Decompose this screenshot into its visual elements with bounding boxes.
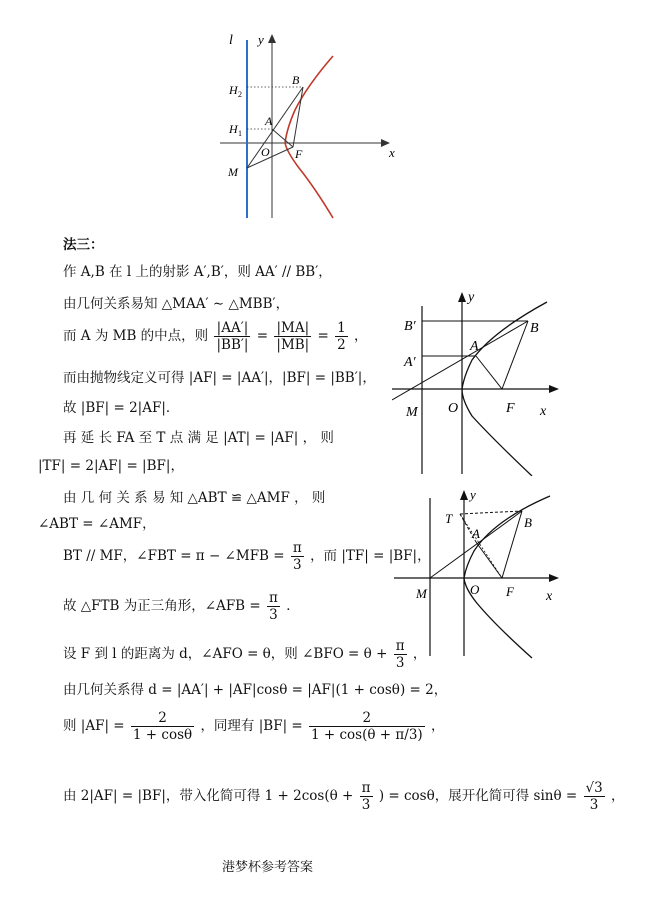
fraction-half: $\frac{1}{2}$ (337, 320, 346, 353)
fig2-label-x: x (540, 404, 547, 419)
line-12: 设 F 到 l 的距离为 d，∠AFO = θ，则 ∠BFO = θ + $\frac{\pi}{3}$ ， (63, 638, 427, 671)
fig1-label-h1: H (229, 122, 238, 136)
fig1-label-o: O (261, 145, 270, 159)
fig2-label-bp: B′ (404, 319, 416, 334)
line-2: 由几何关系易知 △MAA′ ∼ △MBB′， (63, 296, 290, 312)
line-8: 由 几 何 关 系 易 知 △ABT ≌ △AMF ， 则 (63, 490, 326, 506)
fig1-label-h2: H (229, 83, 238, 97)
fig2-label-o: O (448, 401, 459, 416)
fig2-label-y: y (468, 290, 475, 305)
fig3-parabola (464, 496, 550, 658)
line-14: 则 |AF| = $\frac{2}{1 + \cos\theta}$ ，同理有 |BF| = $\frac{2}{1 + \cos(\theta + \pi/3)}$ ， (63, 710, 445, 743)
fig3-label-t: T (445, 511, 453, 526)
fraction-pi-3-a: $\frac{\pi}{3}$ (292, 540, 302, 573)
fraction-sqrt3-3: $\frac{√3}{3}$ (585, 780, 603, 813)
fig3-label-y: y (470, 487, 476, 502)
fig3-label-a: A (472, 526, 480, 541)
fig1-label-x: x (389, 145, 395, 160)
fig1-label-f: F (295, 147, 303, 161)
fig1-label-l: l (229, 33, 233, 48)
fraction-pi-3-b: $\frac{\pi}{3}$ (269, 590, 278, 623)
fig3-label-f: F (506, 584, 514, 599)
figure-1 (215, 28, 400, 220)
fraction-aa-bb: $\frac{|AA'|}{|BB'|}$ (216, 320, 249, 353)
page-footer: 港梦杯参考答案 (222, 860, 314, 875)
fig3-label-x: x (546, 589, 553, 604)
fig2-label-a: A (470, 339, 479, 354)
fig3-label-b: B (524, 515, 532, 530)
fraction-af: $\frac{2}{1 + \cos\theta}$ (132, 710, 193, 743)
line-11: 故 △FTB 为正三角形，∠AFB = $\frac{\pi}{3}$ ． (63, 590, 300, 623)
line-13: 由几何关系得 d = |AA′| + |AF|cosθ = |AF|(1 + cosθ) = 2， (63, 682, 448, 698)
figure-3 (392, 484, 567, 659)
fig1-label-b: B (292, 73, 300, 87)
fig3-label-o: O (470, 582, 480, 597)
fraction-pi-3-c: $\frac{\pi}{3}$ (395, 638, 405, 671)
fig2-label-ap: A′ (404, 355, 416, 370)
fig3-label-m: M (416, 586, 427, 601)
fraction-bf: $\frac{2}{1 + \cos(\theta + \pi/3)}$ (311, 710, 423, 743)
fig2-label-m: M (406, 405, 418, 420)
fig1-label-a: A (265, 114, 273, 128)
section-title: 法三： (63, 237, 104, 253)
fraction-ma-mb: $\frac{|MA|}{|MB|}$ (276, 320, 310, 353)
line-7: |TF| = 2|AF| = |BF|， (38, 458, 184, 474)
fig1-label-h2-sub: 2 (238, 90, 242, 99)
line-4: 而由抛物线定义可得 |AF| = |AA′|，|BF| = |BB′|， (63, 370, 376, 386)
line-1: 作 A,B 在 l 上的射影 A′,B′，则 AA′ // BB′， (63, 264, 332, 280)
fig1-label-y: y (258, 32, 264, 47)
fig2-label-b: B (530, 321, 539, 336)
line-5: 故 |BF| = 2|AF|． (63, 400, 180, 416)
fig1-label-m: M (228, 165, 238, 179)
fig2-label-f: F (506, 401, 515, 416)
figure-2 (392, 288, 567, 476)
line-10: BT // MF，∠FBT = π − ∠MFB = $\frac{\pi}{3}$ ，而 |TF| = |BF|， (63, 540, 431, 573)
line-15: 由 2|AF| = |BF|，带入化简可得 1 + 2cos(θ + $\frac{\pi}{3}$ ) = cosθ，展开化简可得 sinθ = $\frac{√3}{3}$ ， (63, 780, 625, 813)
line-6: 再 延 长 FA 至 T 点 满 足 |AT| = |AF| ， 则 (63, 430, 334, 446)
line-9: ∠ABT = ∠AMF， (38, 516, 156, 532)
fig1-label-h1-sub: 1 (238, 129, 242, 138)
fraction-pi-3-d: $\frac{\pi}{3}$ (361, 780, 371, 813)
line-3: 而 A 为 MB 的中点，则 $\frac{|AA'|}{|BB'|}$ = $\frac{|MA|}{|MB|}$ = $\frac{1}{2}$ ， (63, 320, 368, 353)
